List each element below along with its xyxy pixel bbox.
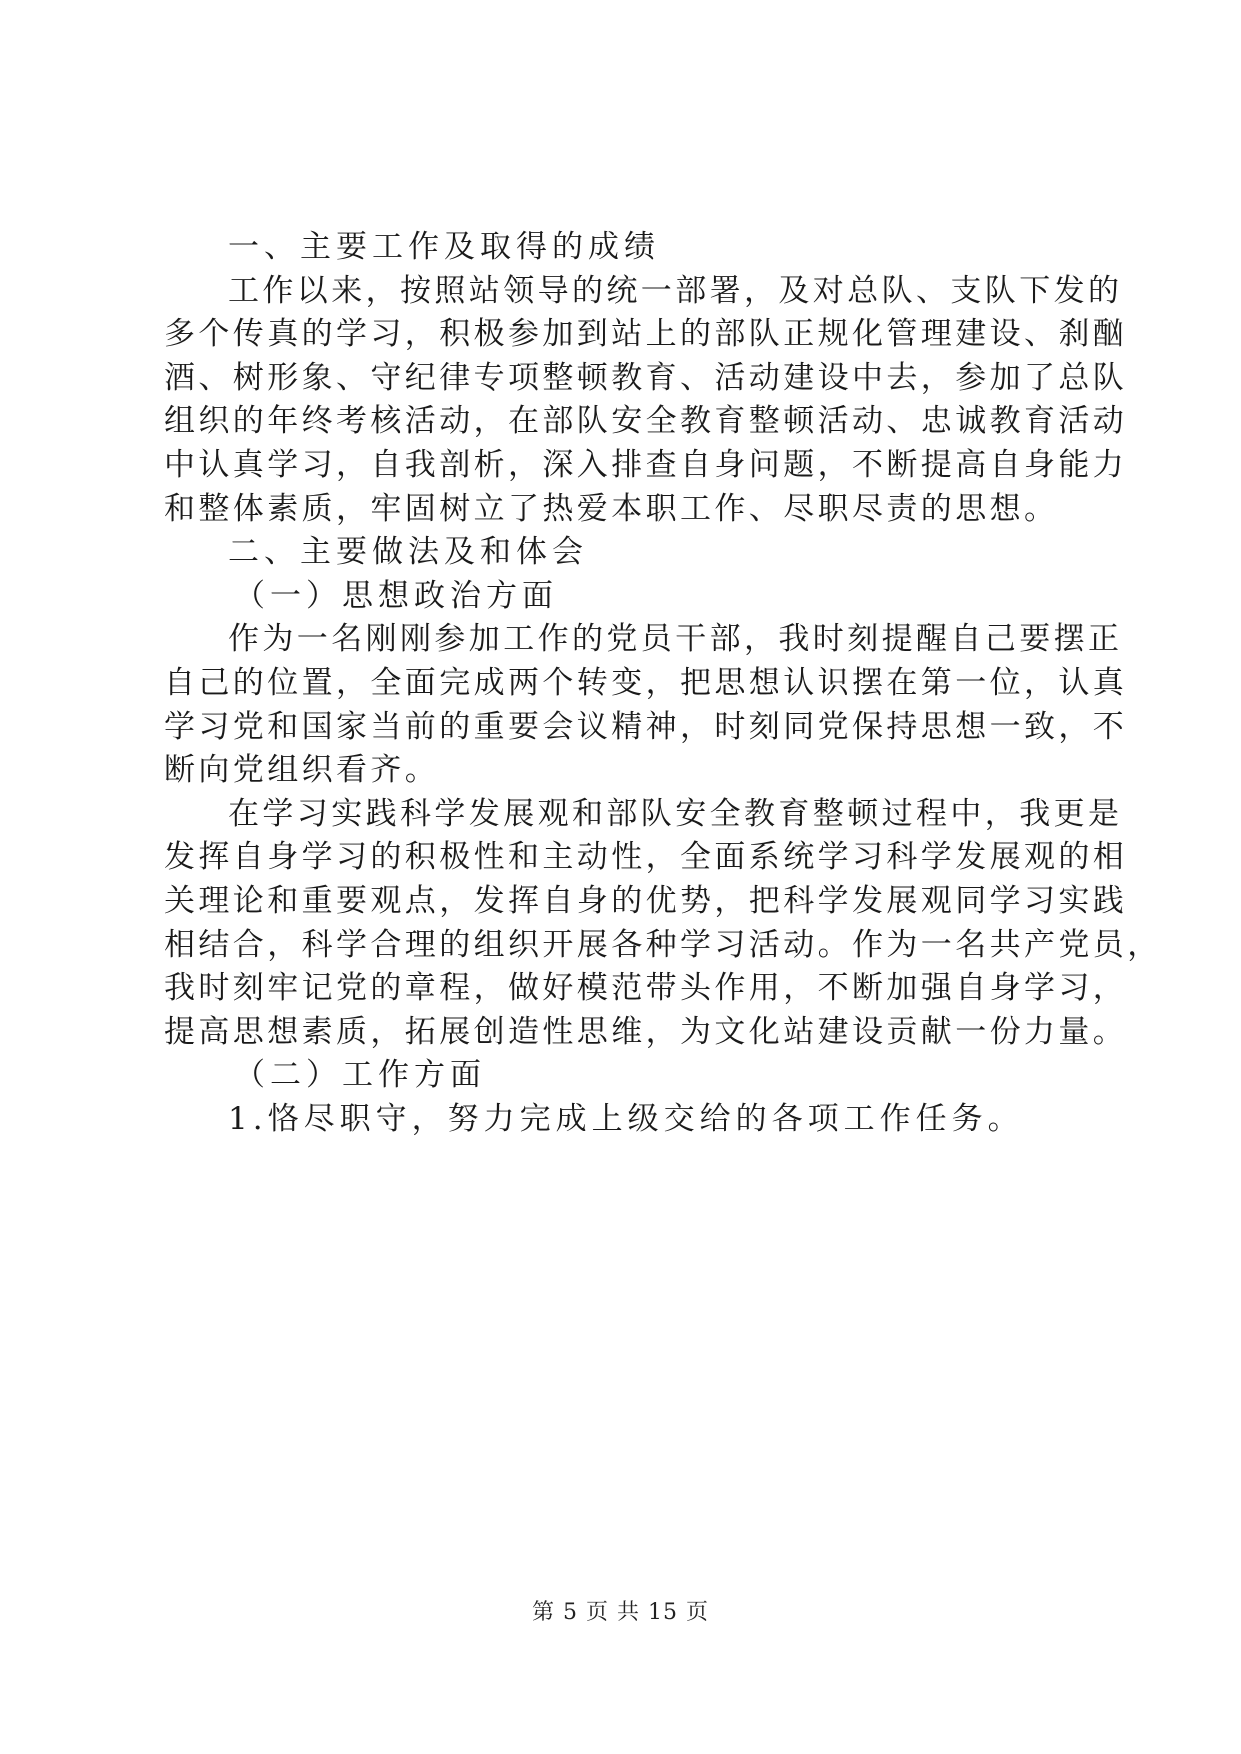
section-1-heading: 一、主要工作及取得的成绩 [228, 229, 660, 265]
page-number-footer: 第 5 页 共 15 页 [532, 1600, 709, 1625]
paragraph-line: 组织的年终考核活动，在部队安全教育整顿活动、忠诚教育活动 [164, 403, 1128, 440]
paragraph-line: 发挥自身学习的积极性和主动性，全面系统学习科学发展观的相 [164, 839, 1128, 876]
paragraph-line: 我时刻牢记党的章程，做好模范带头作用，不断加强自身学习， [164, 970, 1128, 1007]
section-1-paragraph [164, 270, 1128, 532]
subsection-1-paragraph-2 [164, 793, 1162, 1055]
paragraph-line: 相结合，科学合理的组织开展各种学习活动。作为一名共产党员， [164, 926, 1162, 963]
paragraph-line: 和整体素质，牢固树立了热爱本职工作、尽职尽责的思想。 [164, 490, 1059, 527]
paragraph-line: 在学习实践科学发展观和部队安全教育整顿过程中，我更是 [228, 795, 1123, 832]
subsection-1-paragraph-1 [164, 618, 1128, 792]
paragraph-line: 断向党组织看齐。 [164, 752, 440, 789]
paragraph-line: 工作以来，按照站领导的统一部署，及对总队、支队下发的 [228, 272, 1123, 309]
paragraph-line: 关理论和重要观点，发挥自身的优势，把科学发展观同学习实践 [164, 882, 1128, 919]
paragraph-line: 酒、树形象、守纪律专项整顿教育、活动建设中去，参加了总队 [164, 359, 1128, 396]
paragraph-line: 多个传真的学习，积极参加到站上的部队正规化管理建设、刹酗 [164, 316, 1128, 353]
section-2-heading: 二、主要做法及和体会 [228, 534, 588, 571]
paragraph-line: 作为一名刚刚参加工作的党员干部，我时刻提醒自己要摆正 [228, 621, 1123, 658]
subsection-1-heading: （一）思想政治方面 [234, 577, 558, 614]
list-item-1: 1.恪尽职守，努力完成上级交给的各项工作任务。 [228, 1100, 1024, 1137]
document-body [164, 226, 1162, 1141]
subsection-2-heading: （二）工作方面 [234, 1057, 486, 1094]
paragraph-line: 自己的位置，全面完成两个转变，把思想认识摆在第一位，认真 [164, 664, 1128, 701]
paragraph-line: 学习党和国家当前的重要会议精神，时刻同党保持思想一致，不 [164, 708, 1128, 745]
paragraph-line: 提高思想素质，拓展创造性思维，为文化站建设贡献一份力量。 [164, 1013, 1128, 1050]
paragraph-line: 中认真学习，自我剖析，深入排查自身问题，不断提高自身能力 [164, 446, 1128, 483]
